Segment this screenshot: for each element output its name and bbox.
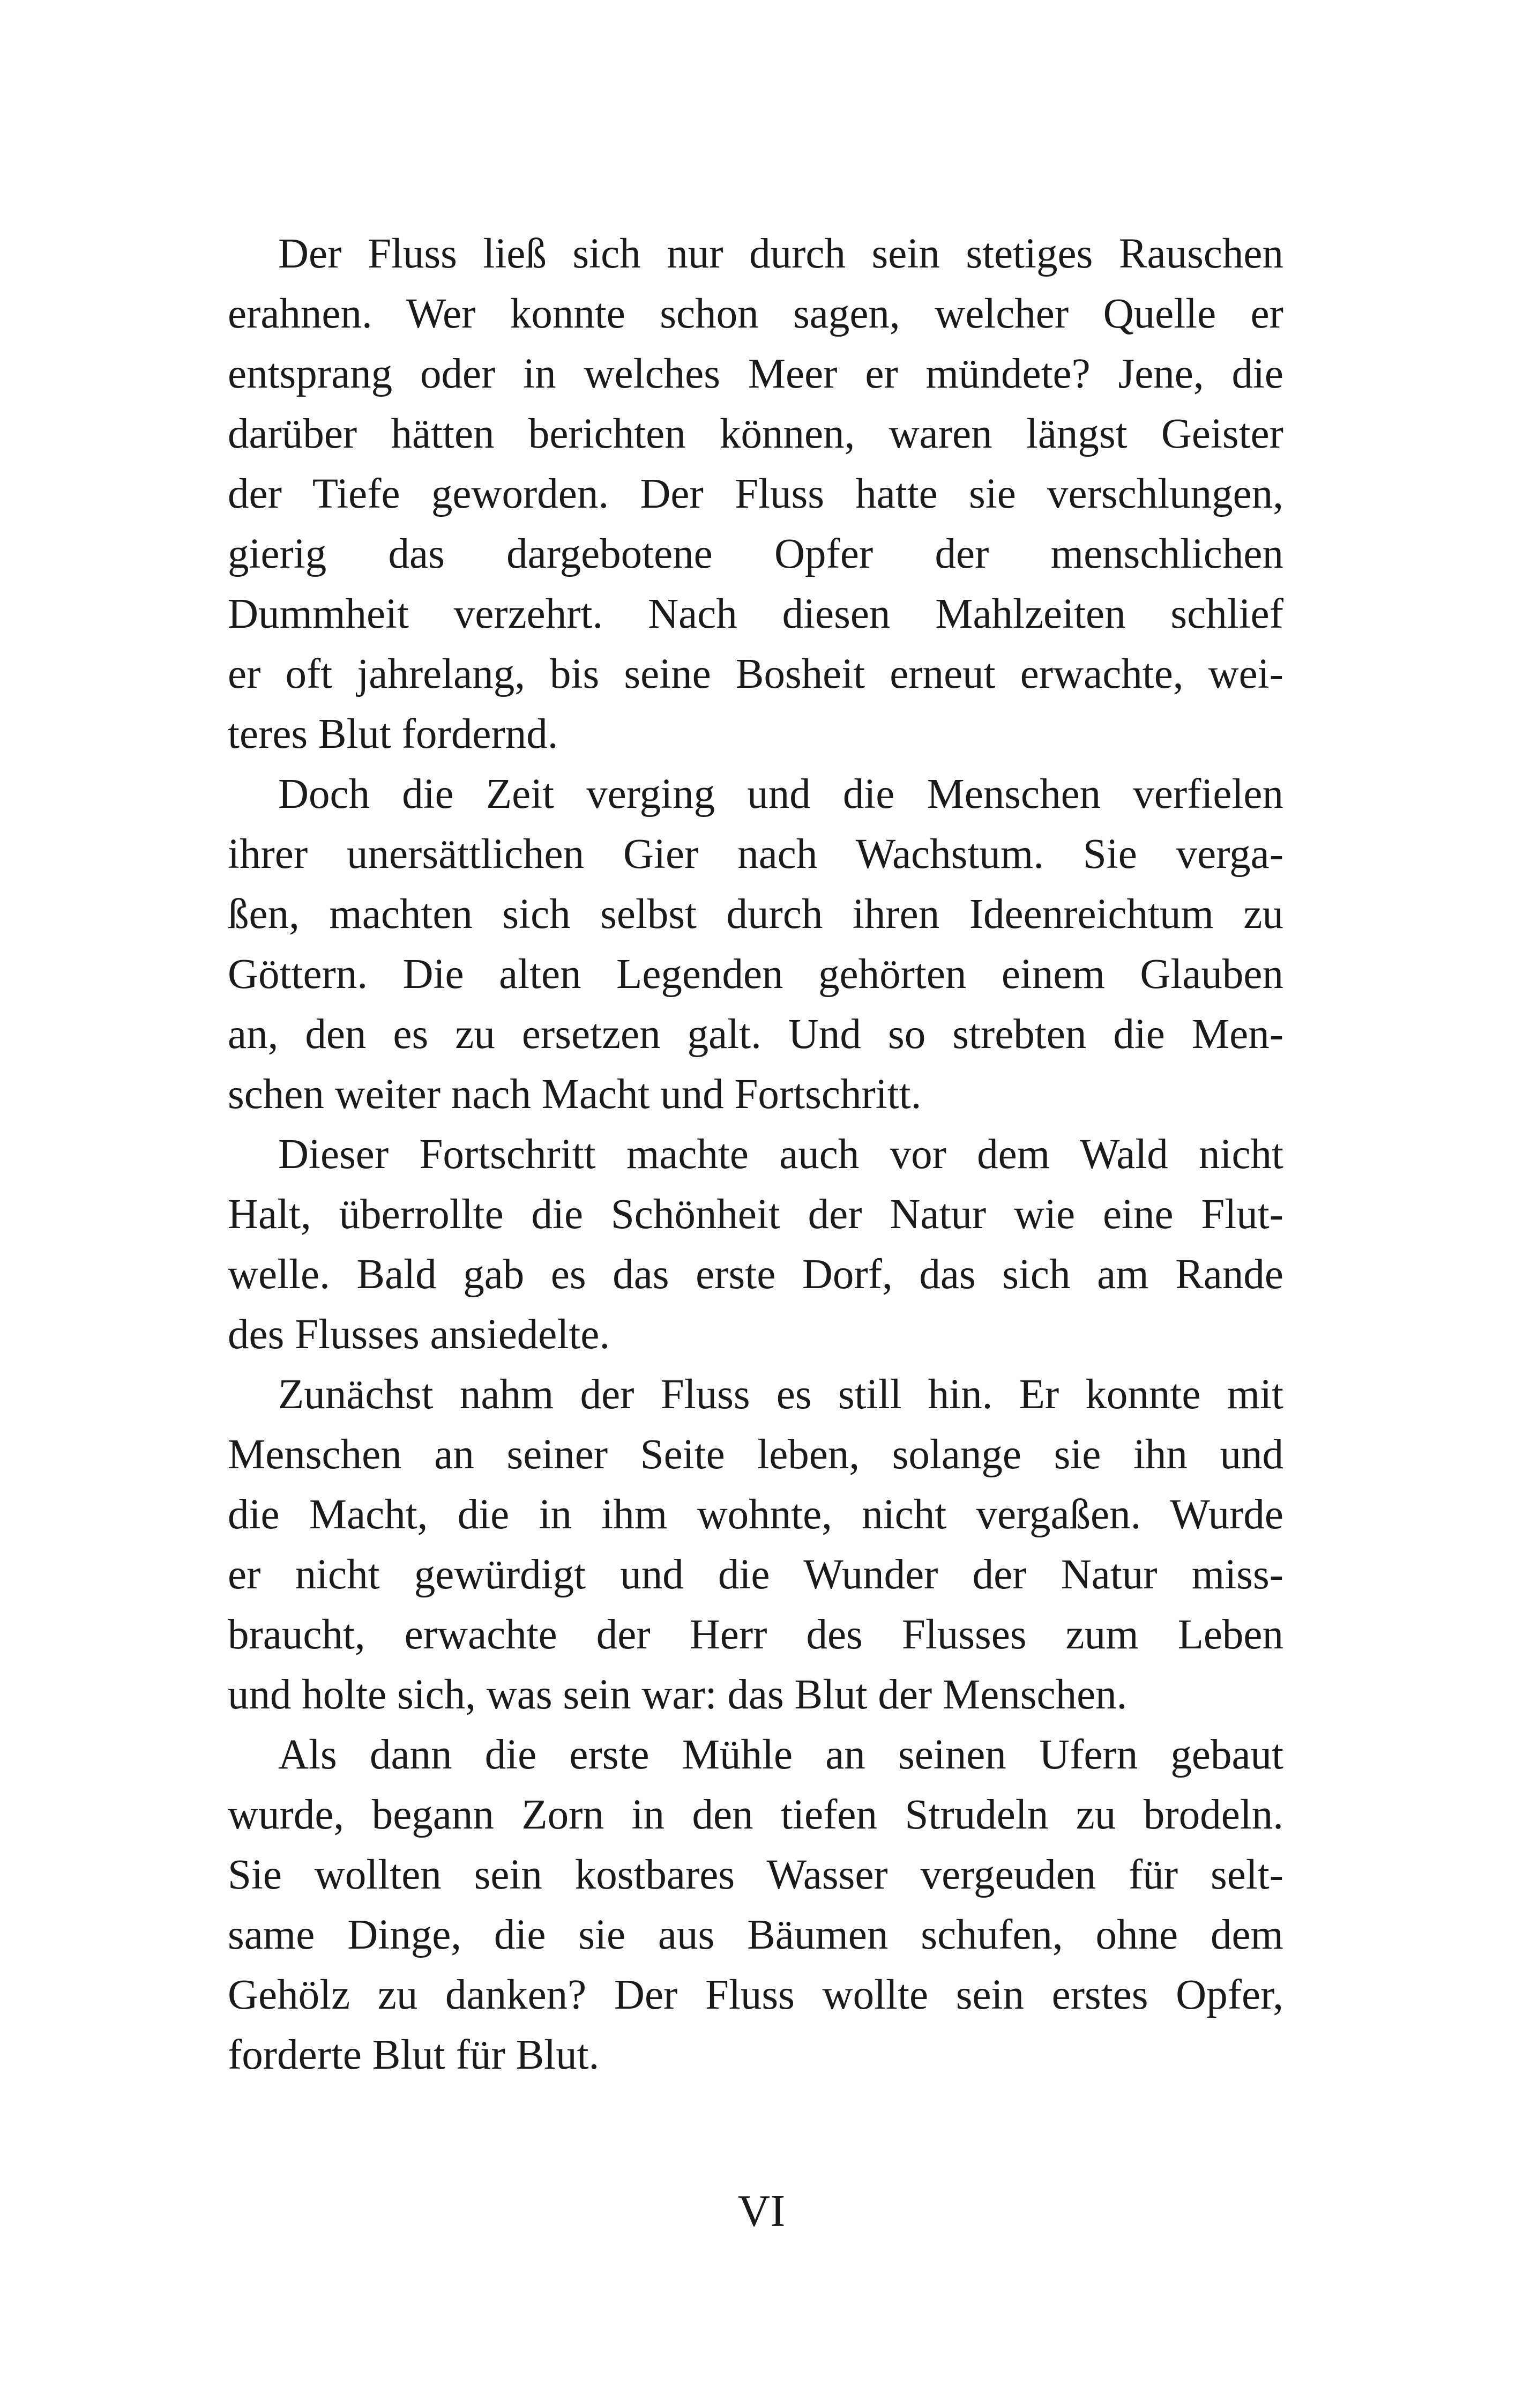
text-line: Dieser Fortschritt machte auch vor dem Wald nicht [278, 1131, 1283, 1178]
text-line: ßen, machten sich selbst durch ihren Ideenreichtum zu [228, 891, 1283, 938]
text-line: wurde, begann Zorn in den tiefen Strudeln zu brodeln. [228, 1792, 1283, 1838]
text-line: schen weiter nach Macht und Fortschritt. [228, 1071, 922, 1118]
text-line: der Tiefe geworden. Der Fluss hatte sie verschlungen, [228, 471, 1283, 517]
text-line: same Dinge, die sie aus Bäumen schufen, ohne dem [228, 1912, 1283, 1958]
text-line: Als dann die erste Mühle an seinen Ufern gebaut [278, 1731, 1283, 1778]
text-line: Sie wollten sein kostbares Wasser vergeuden für selt- [228, 1852, 1283, 1898]
text-line: er nicht gewürdigt und die Wunder der Natur miss- [228, 1551, 1283, 1598]
text-line: des Flusses ansiedelte. [228, 1311, 610, 1358]
text-line: Der Fluss ließ sich nur durch sein stetiges Rauschen [278, 231, 1283, 277]
text-line: entsprang oder in welches Meer er mündete? Jene, die [228, 351, 1283, 397]
text-line: die Macht, die in ihm wohnte, nicht vergaßen. Wurde [228, 1491, 1283, 1538]
text-line: darüber hätten berichten können, waren längst Geister [228, 411, 1283, 457]
page-number: VI [737, 2186, 786, 2236]
text-line: Göttern. Die alten Legenden gehörten einem Glauben [228, 951, 1283, 998]
text-line: Zunächst nahm der Fluss es still hin. Er konnte mit [278, 1371, 1283, 1418]
text-line: gierig das dargebotene Opfer der menschlichen [228, 531, 1283, 577]
text-line: welle. Bald gab es das erste Dorf, das sich am Rande [228, 1251, 1283, 1298]
text-line: Menschen an seiner Seite leben, solange sie ihn und [228, 1431, 1283, 1478]
text-line: er oft jahrelang, bis seine Bosheit erneut erwachte, wei- [228, 651, 1283, 697]
body-text [228, 224, 1283, 2085]
text-line: an, den es zu ersetzen galt. Und so strebten die Men- [228, 1011, 1283, 1058]
text-line: ihrer unersättlichen Gier nach Wachstum. Sie verga- [228, 831, 1283, 878]
text-line: Doch die Zeit verging und die Menschen verfielen [278, 771, 1283, 817]
text-line: und holte sich, was sein war: das Blut der Menschen. [228, 1671, 1128, 1718]
text-line: forderte Blut für Blut. [228, 2032, 600, 2078]
text-line: erahnen. Wer konnte schon sagen, welcher Quelle er [228, 291, 1283, 337]
text-line: Gehölz zu danken? Der Fluss wollte sein erstes Opfer, [228, 1972, 1283, 2018]
text-line: teres Blut fordernd. [228, 711, 558, 757]
text-line: Dummheit verzehrt. Nach diesen Mahlzeiten schlief [228, 591, 1283, 637]
text-line: braucht, erwachte der Herr des Flusses zum Leben [228, 1611, 1283, 1658]
text-line: Halt, überrollte die Schönheit der Natur wie eine Flut- [228, 1191, 1283, 1238]
